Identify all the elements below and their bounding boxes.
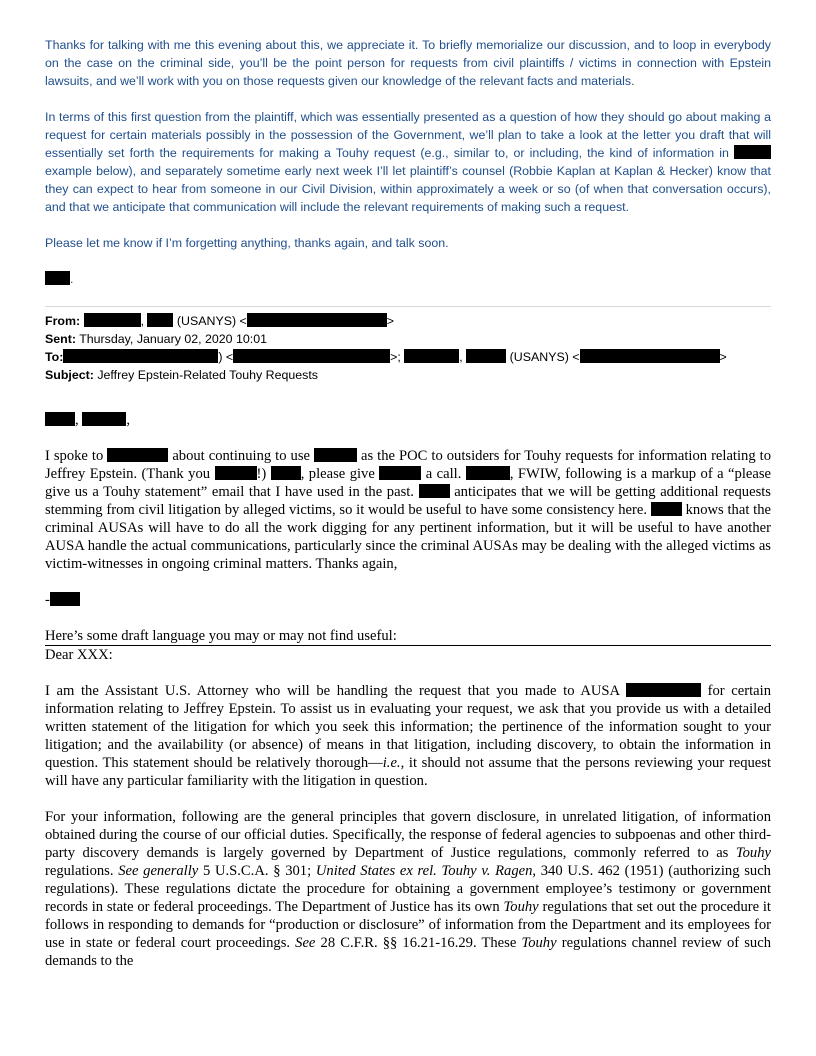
d2-part-e: regulations that set out the procedure it follows in responding to demands for “production or disclosure” of information from the Department and its employees for use in state or federal court proceedings.	[45, 899, 771, 951]
reply-paragraph-2	[45, 108, 771, 216]
from-close: >	[386, 314, 395, 328]
salutation-end: ,	[126, 412, 130, 428]
d2-part-g: regulations channel review of such demands to the	[45, 935, 772, 969]
d2-part-b: regulations.	[45, 863, 114, 879]
d2-touhy-3: Touhy	[521, 935, 557, 951]
to-close: >	[719, 350, 727, 364]
redaction-box	[404, 349, 459, 363]
p1-part-e: , please give	[300, 466, 375, 482]
draft-paragraph-1	[45, 682, 771, 790]
sig-prefix: -	[45, 592, 50, 608]
d2-part-c: 5 U.S.C.A. § 301;	[202, 863, 312, 879]
d2-touhy-1: Touhy	[735, 845, 771, 861]
original-message	[45, 411, 771, 970]
p1-part-b: about continuing to use	[172, 448, 310, 464]
d1-part-b: for certain information relating to Jeffrey Epstein. To assist us in evaluating your request, we ask that you provide us with a detailed written statement of the litigation for which you seek this information; the pertinence of the information sought to your litigation; and the availability (or absence) of means in that litigation, including discovery, to obtain the information in question. This statement should be relatively thorough—	[45, 683, 771, 771]
from-label: From:	[45, 314, 81, 328]
redaction-box	[45, 271, 70, 285]
redaction-box	[107, 448, 168, 462]
d1-part-c: , it should not assume that the persons reviewing your request will have any particular familiarity with the litigation in question.	[45, 755, 772, 789]
email-header	[45, 312, 771, 384]
to-text-3: (USANYS) <	[509, 350, 580, 364]
original-paragraph-1	[45, 447, 771, 573]
redaction-box	[466, 466, 510, 480]
redaction-box	[271, 466, 301, 480]
redaction-box	[626, 683, 701, 697]
redaction-box	[651, 502, 682, 516]
subject-value: Jeffrey Epstein-Related Touhy Requests	[97, 368, 318, 382]
redaction-box	[215, 466, 257, 480]
redaction-box	[419, 484, 450, 498]
d2-see-generally: See generally	[118, 863, 199, 879]
d2-see: See	[295, 935, 316, 951]
p1-part-d: !)	[256, 466, 267, 482]
p1-part-h: anticipates that we will be getting additional requests stemming from civil litigation by alleged victims, so it would be useful to have some consistency here.	[45, 484, 771, 518]
redaction-box	[314, 448, 357, 462]
reply-body	[45, 36, 771, 288]
subject-line	[45, 366, 771, 384]
redaction-box	[580, 349, 720, 363]
reply-signature	[45, 270, 771, 288]
redaction-box	[82, 412, 126, 426]
redaction-box	[466, 349, 506, 363]
to-line	[45, 348, 771, 366]
p1-part-i: knows that the criminal AUSAs will have to do all the work digging for any pertinent information, but it will be useful to have another AUSA handle the actual communications, particularly since the criminal AUSAs may be dealing with the alleged victims as victim-witnesses in ongoing criminal matters. Thanks again,	[45, 502, 771, 572]
d2-part-d: , 340 U.S. 462 (1951) (authorizing such regulations). These regulations dictate the procedure for obtaining a government employee’s testimony or government records in state or federal proceedings. The Department of Justice has its own	[45, 863, 771, 915]
redaction-box	[233, 349, 390, 363]
salutation	[45, 411, 771, 429]
redaction-box	[50, 592, 80, 606]
redaction-box	[63, 349, 218, 363]
draft-salutation: Dear XXX:	[45, 647, 113, 663]
to-text-1: ) <	[218, 350, 234, 364]
reply-paragraph-3: Please let me know if I’m forgetting anything, thanks again, and talk soon.	[45, 236, 449, 250]
redaction-box	[147, 313, 173, 327]
draft-intro: Here’s some draft language you may or may not find useful:	[45, 628, 397, 644]
redaction-box	[247, 313, 387, 327]
sent-line	[45, 330, 771, 348]
p1-part-a: I spoke to	[45, 448, 104, 464]
p1-part-c: as the POC to outsiders for Touhy requests for information relating to Jeffrey Epstein. (Thank you	[45, 448, 771, 482]
to-text-2: >;	[390, 350, 401, 364]
d2-part-f: 28 C.F.R. §§ 16.21-16.29. These	[320, 935, 517, 951]
reply-paragraph-1: Thanks for talking with me this evening about this, we appreciate it. To briefly memorialize our discussion, and to loop in everybody on the case on the criminal side, you’ll be the point person for requests from civil plaintiffs / victims in connection with Epstein lawsuits, and we’ll work with you on those requests given our knowledge of the relevant facts and materials.	[45, 38, 771, 88]
p1-part-f: a call.	[425, 466, 462, 482]
reply-para2-part2: example below), and separately sometime early next week I’ll let plaintiff’s counsel (Robbie Kaplan at Kaplan & Hecker) know that they can expect to hear from someone in our Civil Division, within approximately a week or so (of when that conversation occurs), and that we anticipate that communication will include the relevant requirements of making such a request.	[45, 164, 771, 214]
to-comma: ,	[459, 350, 463, 364]
redaction-box	[734, 145, 771, 159]
redaction-box	[84, 313, 141, 327]
d2-touhy-2: Touhy	[503, 899, 539, 915]
redaction-box	[45, 412, 75, 426]
salutation-comma: ,	[75, 412, 79, 428]
from-line: From: , (USANYS) < >	[45, 314, 395, 328]
sig-suffix: .	[70, 272, 74, 286]
to-label: To:	[45, 350, 64, 364]
redaction-box	[379, 466, 421, 480]
sent-label: Sent:	[45, 332, 76, 346]
d2-case-name: United States ex rel. Touhy v. Ragen	[315, 863, 533, 879]
d1-ie: i.e.	[382, 755, 401, 771]
d1-part-a: I am the Assistant U.S. Attorney who will be handling the request that you made to AUSA	[45, 683, 620, 699]
original-signature	[45, 591, 771, 609]
from-text: (USANYS) <	[176, 314, 247, 328]
d2-part-a: For your information, following are the general principles that govern disclosure, in unrelated litigation, of information obtained during the course of our official duties. Specifically, the response of federal agencies to subpoenas and other third-party discovery demands is largely governed by Department of Justice regulations, commonly referred to as	[45, 809, 771, 861]
draft-paragraph-2	[45, 808, 771, 970]
email-page	[45, 36, 771, 970]
subject-label: Subject:	[45, 368, 94, 382]
sent-value: Thursday, January 02, 2020 10:01	[79, 332, 268, 346]
p1-part-g: , FWIW, following is a markup of a “please give us a Touhy statement” email that I have used in the past.	[45, 466, 771, 500]
reply-para2-part1: In terms of this first question from the plaintiff, which was essentially presented as a question of how they should go about making a request for certain materials possibly in the possession of the Government, we’ll plan to take a look at the letter you draft that will essentially set forth the requirements for making a Touhy request (e.g., similar to, or including, the kind of information in	[45, 110, 771, 160]
